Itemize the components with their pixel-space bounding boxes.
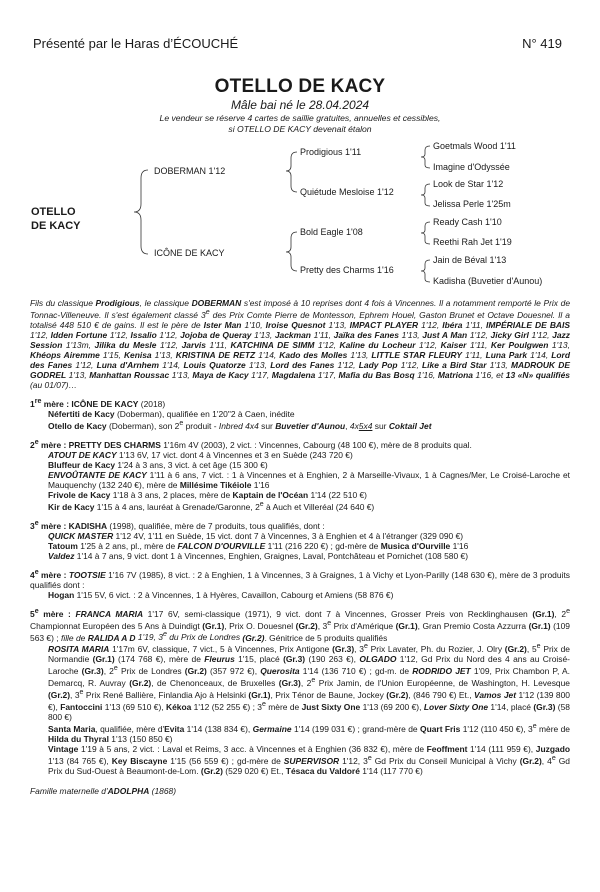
produce-entry: Bluffeur de Kacy 1'24 à 3 ans, 3 vict. à cet âge (15 300 €) <box>48 459 268 470</box>
produce-entry: QUICK MASTER 1'12 4V, 1'11 en Suède, 15 vict. dont 7 à Vincennes, 3 à Enghien et 4 à l'étranger (329 090 €) <box>48 530 464 541</box>
dam-heading: 1re mère : ICÔNE DE KACY (2018) <box>30 398 166 410</box>
produce-entry: Hogan 1'15 5V, 6 vict. : 2 à Vincennes, 1 à Hyères, Cavaillon, Cabourg et Amiens (58 876 €) <box>48 589 394 600</box>
maternal-family <box>30 786 570 796</box>
pedigree-sss: Goetmals Wood 1'11 <box>433 141 516 151</box>
seller-note-line2: si OTELLO DE KACY devenait étalon <box>228 124 372 134</box>
dam-heading: 5e mère : FRANCA MARIA 1'17 6V, semi-classique (1971), 9 vict. dont 7 à Vincennes, Grosser Preis von Recklinghausen (Gr.1), 2e Championnat Européen des 5 Ans à Duindigt (Gr.1), Prix O. Douesnel (Gr.2), 3e Prix d'Amérique (Gr.1), Gran Premio Costa Azzurra (Gr.1) (109 563 €) ; fille de RALIDA A D 1'19, 3e du Prix de Londres (Gr.2). Génitrice de 5 produits qualifiés <box>30 607 570 643</box>
family-year: (1868) <box>151 785 177 796</box>
produce-entry: ATOUT DE KACY 1'13 6V, 17 vict. dont 4 à Vincennes et 3 en Suède (243 720 €) <box>48 449 353 460</box>
seller-note-line1: Le vendeur se réserve 4 cartes de saillie gratuites, annuelles et cessibles, <box>159 113 441 123</box>
horse-name: OTELLO DE KACY <box>214 76 386 97</box>
family-label: Famille maternelle d' <box>30 785 108 796</box>
pedigree-sire-sire: Prodigious 1'11 <box>300 147 362 157</box>
produce-entry: Santa Maria, qualifiée, mère d'Evita 1'14 (138 834 €), Germaine 1'14 (199 031 €) ; grand-mère de Quart Fris 1'12 (110 450 €), 3e mère de Hilda du Thyral 1'13 (150 850 €) <box>48 722 570 744</box>
pedigree-sdd: Jelissa Perle 1'25m <box>433 199 511 209</box>
family-name: ADOLPHA <box>107 785 150 796</box>
pedigree-sds: Look de Star 1'12 <box>433 179 504 189</box>
produce-entry: ROSITA MARIA 1'17m 6V, classique, 7 vict., 5 à Vincennes, Prix Antigone (Gr.3), 3e Prix Lavater, Ph. du Rozier, J. Olry (Gr.2), 5e Prix de Normandie (Gr.1) (174 768 €), mère de Fleurus 1'15, placé (Gr.3) (190 263 €), OLGADO 1'12, Gd Prix du Nord des 4 ans au Croisé-Laroche (Gr.3), 2e Prix de Londres (Gr.2) (357 972 €), Querosita 1'14 (136 710 €) ; gd-m. de RODRIDO JET 1'09, Prix Chambon P, A. Demarcq, R. Auvray (Gr.2), de Chenonceaux, de Bruxelles (Gr.3), 2e Prix Jamin, de l'Union Européenne, de Washington, H. Levesque (Gr.2), 3e Prix René Ballière, Finlandia Ajo à Helsinki (Gr.1), Prix Ténor de Baune, Jockey (Gr.2), (846 790 €) Et., Vamos Jet 1'12 (139 800 €), Fantoccini 1'13 (69 510 €), Kékoa 1'12 (52 255 €) ; 3e mère de Just Sixty One 1'13 (69 200 €), Lover Sixty One 1'14, placé (Gr.3) (58 800 €) <box>48 643 571 722</box>
produce-entry: Kir de Kacy 1'15 à 4 ans, lauréat à Grenade/Garonne, 2e à Auch et Villeréal (24 640 €) <box>48 501 375 512</box>
dam-heading: 4e mère : TOOTSIE 1'16 7V (1985), 8 vict. : 2 à Enghien, 1 à Vincennes, 3 à Graignes, 1 à Vichy et Lyon-Parilly (148 630 €), mère de 3 produits qualifiés dont : <box>30 568 571 590</box>
sire-paragraph: Fils du classique Prodigious, le classique DOBERMAN s'est imposé à 10 reprises dont 4 fois à Vincennes. Il a notamment remporté le Prix de Tonnac-Villeneuve. Il s'est également classé 3e des Prix Comte Pierre de Montesson, Ephrem Houel, Gaston Brunet et Octave Douesnel. Il a totalisé 448 510 € de gains. Il est le père de Ister Man 1'10, Iroise Quesnot 1'13, IMPACT PLAYER 1'12, Ibéra 1'11, IMPÉRIALE DE BAIS 1'12, Idden Fortune 1'12, Issalio 1'12, Jojoba de Queray 1'13, Jackman 1'11, Jaïka des Fanes 1'13, Just A Man 1'12, Jicky Girl 1'12, Jazz Session 1'13m, Jilika du Mesle 1'12, Jarvis 1'11, KATCHINA DE SIMM 1'12, Kaline du Locheur 1'12, Kaiser 1'11, Ker Poulgwen 1'13, Khéops Airemme 1'15, Kenisa 1'13, KRISTINA DE RETZ 1'14, Kado des Molles 1'13, LITTLE STAR FLEURY 1'11, Luna Park 1'14, Lord des Fanes 1'12, Luna d'Arnhem 1'14, Louis Quatorze 1'13, Lord des Fanes 1'12, Lady Pop 1'12, Like a Bird Star 1'13, MADROUK DE GODREL 1'13, Manhattan Roussac 1'13, Maya de Kacy 1'17, Magdalena 1'17, Mafia du Bas Bosq 1'16, Matriona 1'16, et 13 «N» qualifiés (au 01/07)… <box>30 298 571 391</box>
produce-entry: Néfertiti de Kacy (Doberman), qualifiée en 1'20"2 à Caen, inédite <box>48 409 295 420</box>
pedigree-dss: Ready Cash 1'10 <box>433 217 502 227</box>
lot-number: N° 419 <box>522 36 562 51</box>
pedigree-subject-line1: OTELLO <box>31 206 76 218</box>
pedigree-ddd: Kadisha (Buvetier d'Aunou) <box>433 276 543 286</box>
dam-heading: 3e mère : KADISHA (1998), qualifiée, mère de 7 produits, tous qualifiés, dont : <box>30 519 325 531</box>
catalogue-text <box>30 298 570 796</box>
produce-entry: Tatoum 1'25 à 2 ans, pl., mère de FALCON D'OURVILLE 1'11 (216 220 €) ; gd-mère de Musica d'Ourville 1'16 <box>48 540 469 551</box>
pedigree-sire: DOBERMAN 1'12 <box>154 166 226 176</box>
pedigree-dam-dam: Pretty des Charms 1'16 <box>300 265 394 275</box>
pedigree-dds: Jain de Béval 1'13 <box>433 255 507 265</box>
pedigree-dam-sire: Bold Eagle 1'08 <box>300 227 363 237</box>
produce-entry: Otello de Kacy (Doberman), son 2e produit - Inbred 4x4 sur Buvetier d'Aunou, 4x5x4 sur Coktail Jet <box>48 420 432 431</box>
produce-entry: Valdez 1'14 à 7 ans, 9 vict. dont 1 à Vincennes, Enghien, Graignes, Laval, Pontchâteau et Pornichet (108 580 €) <box>48 550 469 561</box>
dam-heading: 2e mère : PRETTY DES CHARMS 1'16m 4V (2003), 2 vict. : Vincennes, Cabourg (48 100 €), mère de 8 produits qual. <box>30 439 472 450</box>
produce-entry: Frivole de Kacy 1'18 à 3 ans, 2 places, mère de Kaptain de l'Océan 1'14 (22 510 €) <box>48 490 367 501</box>
pedigree-ssd: Imagine d'Odyssée <box>433 162 510 172</box>
horse-subtitle: Mâle bai né le 28.04.2024 <box>230 98 370 112</box>
pedigree-sire-dam: Quiétude Mesloise 1'12 <box>300 187 394 197</box>
presented-by: Présenté par le Haras d’ÉCOUCHÉ <box>33 36 239 51</box>
produce-entry: Vintage 1'19 à 5 ans, 2 vict. : Laval et Reims, 3 acc. à Vincennes et à Enghien (36 832 €), mère de Feoffment 1'14 (111 959 €), Juzgado 1'13 (84 765 €), Key Biscayne 1'15 (56 559 €) ; gd-mère de SUPERVISOR 1'12, 3e Gd Prix du Conseil Municipal à Vichy (Gr.2), 4e Gd Prix du Sud-Ouest à Beaumont-de-Lom. (Gr.2) (529 020 €) Et., Tésaca du Valdoré 1'14 (117 770 €) <box>48 743 571 776</box>
pedigree-dsd: Reethi Rah Jet 1'19 <box>433 237 512 247</box>
pedigree-subject-line2: DE KACY <box>31 220 81 232</box>
pedigree-subject <box>31 205 81 233</box>
pedigree-dam: ICÔNE DE KACY <box>154 248 225 258</box>
family-paragraphs <box>30 397 570 776</box>
produce-entry: ENVOÛTANTE DE KACY 1'11 à 6 ans, 7 vict. : 1 à Vincennes et à Enghien, 2 à Marseille-Vivaux, 1 à Cagnes/Mer, Le Croisé-Laroche et Mauquenchy (132 240 €), mère de Millésime Tikéiole 1'16 <box>48 469 570 490</box>
